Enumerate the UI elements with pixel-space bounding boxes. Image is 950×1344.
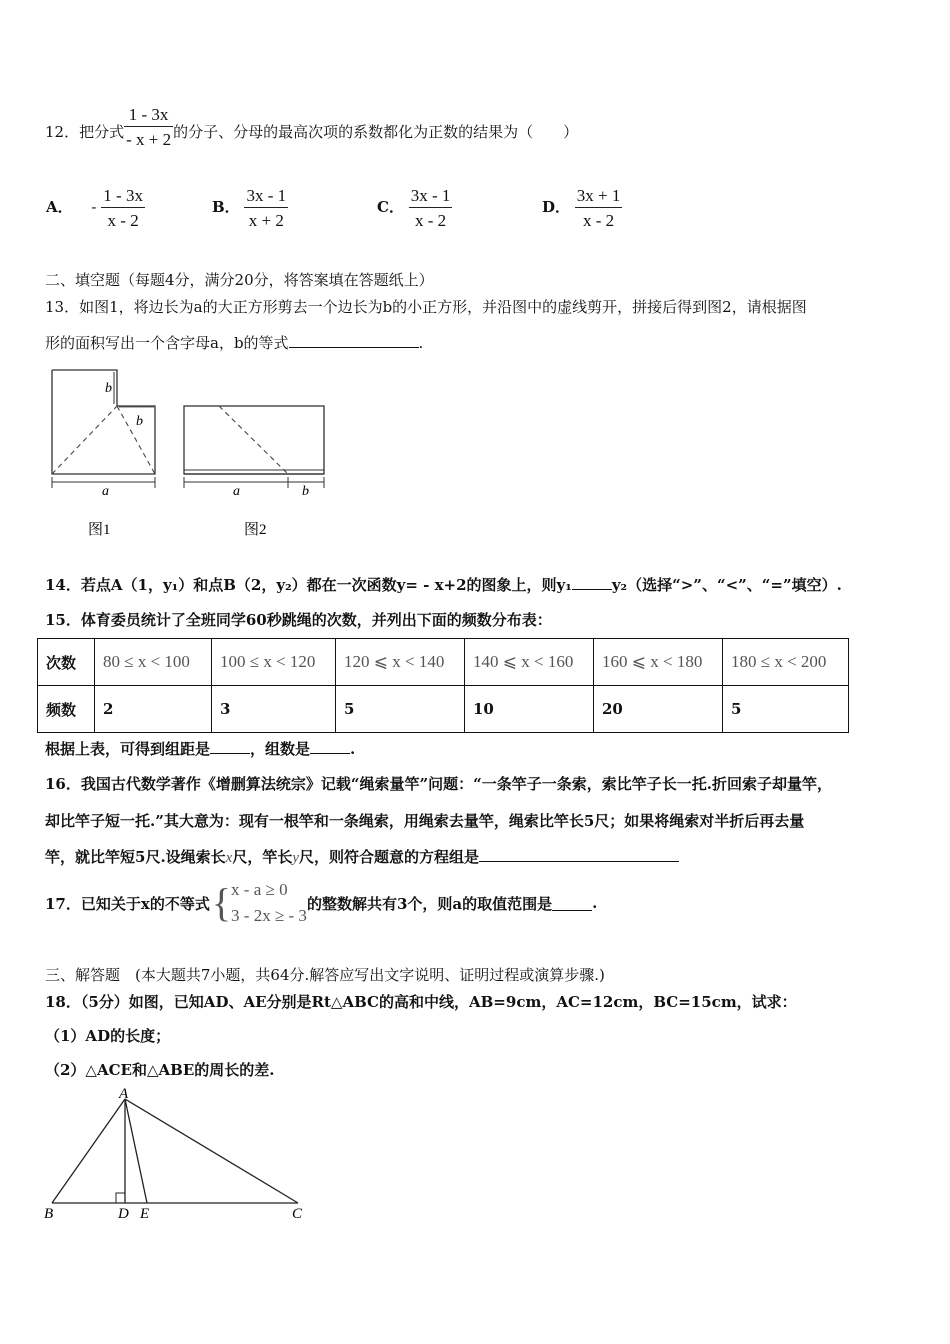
option-denominator: x - 2 [575,207,623,229]
q12-option-a[interactable] [46,187,145,229]
option-denominator: x - 2 [101,207,145,229]
section2-title: 二、填空题（每题4分，满分20分，将答案填在答题纸上） [45,271,434,289]
count-cell: 10 [465,686,594,733]
left-brace-icon: { [211,880,232,925]
vertex-c: C [292,1206,303,1222]
point-e: E [140,1206,150,1222]
option-denominator: x - 2 [409,207,453,229]
q14-text: 14．若点A（1，y₁）和点B（2，y₂）都在一次函数y= - x+2的图象上，则y₁ [45,576,572,594]
row-header-count: 次数 [38,639,95,686]
fig1-caption: 图1 [88,522,111,538]
table-row [38,686,849,733]
count-cell: 5 [723,686,849,733]
q15-after-a: 根据上表，可得到组距是 [45,740,211,758]
q12-main-denominator: - x + 2 [124,126,173,148]
q16-line3a: 竿，就比竿短5尺.设绳索长 [45,848,226,866]
fig1-label-b-vertical: b [105,381,112,396]
range-cell: 140 ⩽ x < 160 [465,639,594,686]
q15-text: 15．体育委员统计了全班同学60秒跳绳的次数，并列出下面的频数分布表： [45,611,552,629]
q17 [45,877,597,929]
q17-end: . [592,894,598,912]
option-label: A． [46,198,73,216]
option-numerator: 1 - 3x [103,186,143,205]
q16-var-x: x [225,850,233,866]
q13-answer-blank[interactable] [289,333,419,348]
count-cell: 3 [212,686,336,733]
option-fraction [244,187,288,229]
fig2-label-a: a [233,484,240,499]
option-fraction [409,187,453,229]
q14-rest: y₂（选择“>”、“<”、“=”填空）. [611,576,842,594]
q15-after-b: ，组数是 [250,740,311,758]
range-cell: 100 ≤ x < 120 [212,639,336,686]
option-label: D． [542,198,571,216]
q12-main-fraction [124,106,173,148]
option-label: B． [212,198,240,216]
figure2 [184,406,324,488]
option-numerator: 3x + 1 [576,186,621,205]
q17-inequality-2: 3 - 2x ≥ - 3 [231,906,307,925]
q14 [45,574,842,595]
q15-after [45,738,355,759]
option-denominator: x + 2 [244,207,288,229]
q12-option-b[interactable] [212,187,288,229]
range-cell: 160 ⩽ x < 180 [594,639,723,686]
q18-part1: （1）AD的长度； [45,1027,171,1045]
median-ae [125,1099,147,1203]
q18-text: 18．（5分）如图，已知AD、AE分别是Rt△ABC的高和中线，AB=9cm，AC=12cm，BC=15cm，试求： [45,993,797,1011]
table-row [38,639,849,686]
q12-option-c[interactable] [377,187,452,229]
point-d: D [118,1206,129,1222]
option-label: C． [377,198,404,216]
q17-prefix: 17．已知关于x的不等式 [45,894,210,913]
q15-after-c: . [350,740,356,758]
range-cell: 80 ≤ x < 100 [95,639,212,686]
range-cell: 180 ≤ x < 200 [723,639,849,686]
side-ac [125,1099,298,1203]
q12-main-numerator: 1 - 3x [128,105,169,124]
q12-prefix: 把分式 [79,123,125,141]
q13-end: . [418,334,424,352]
q17-system [231,877,307,929]
q12-option-d[interactable] [542,187,622,229]
vertex-b: B [44,1206,54,1222]
frequency-table [37,638,849,733]
q12-stem [45,106,578,148]
vertex-a: A [119,1086,129,1102]
q14-answer-blank[interactable] [572,575,612,590]
option-fraction [101,187,145,229]
q13-line1: 13．如图1，将边长为a的大正方形剪去一个边长为b的小正方形，并沿图中的虚线剪开，拼接后得到图2，请根据图 [45,298,807,316]
count-cell: 5 [336,686,465,733]
q12-number: 12． [45,123,80,141]
fig1-label-b-horizontal: b [136,414,143,429]
option-fraction [575,187,623,229]
q15-blank-groups[interactable] [310,739,350,754]
q16-line3c: 尺，则符合题意的方程组是 [299,848,480,866]
q17-answer-blank[interactable] [552,896,592,911]
q15-blank-interval[interactable] [210,739,250,754]
q13-line2-text: 形的面积写出一个含字母a，b的等式 [45,334,289,352]
row-header-frequency: 频数 [38,686,95,733]
q18-part2: （2）△ACE和△ABE的周长的差. [45,1061,275,1079]
q17-suffix: 的整数解共有3个，则a的取值范围是 [306,894,553,913]
q13-figures [40,364,340,544]
count-cell: 2 [95,686,212,733]
q16-line3 [45,846,679,867]
right-angle-mark [116,1193,125,1203]
q16-var-y: y [292,850,300,866]
fig1-label-a: a [102,484,109,499]
side-ab [52,1099,125,1203]
option-numerator: 3x - 1 [410,186,451,205]
q16-line1: 16．我国古代数学著作《增删算法统宗》记载“绳索量竿”问题：“一条竿子一条索，索比竿子长一托.折回索子却量竿， [45,775,832,793]
option-numerator: 3x - 1 [246,186,287,205]
q16-answer-blank[interactable] [479,847,679,862]
range-cell: 120 ⩽ x < 140 [336,639,465,686]
q16-line3b: 尺，竿长 [232,848,293,866]
q17-inequality-1: x - a ≥ 0 [231,880,288,899]
q18-triangle-figure [40,1085,320,1225]
section3-title: 三、解答题 (本大题共7小题，共64分.解答应写出文字说明、证明过程或演算步骤.) [45,966,605,984]
q12-suffix: 的分子、分母的最高次项的系数都化为正数的结果为（ ） [173,123,579,141]
fig2-label-b: b [302,484,309,499]
count-cell: 20 [594,686,723,733]
q16-line2: 却比竿子短一托.”其大意为：现有一根竿和一条绳索，用绳索去量竿，绳索比竿长5尺；如果将绳索对半折后再去量 [45,812,805,830]
fig2-caption: 图2 [244,522,267,538]
figure1 [52,370,155,488]
q13-line2 [45,332,423,353]
option-sign: - [91,198,97,216]
